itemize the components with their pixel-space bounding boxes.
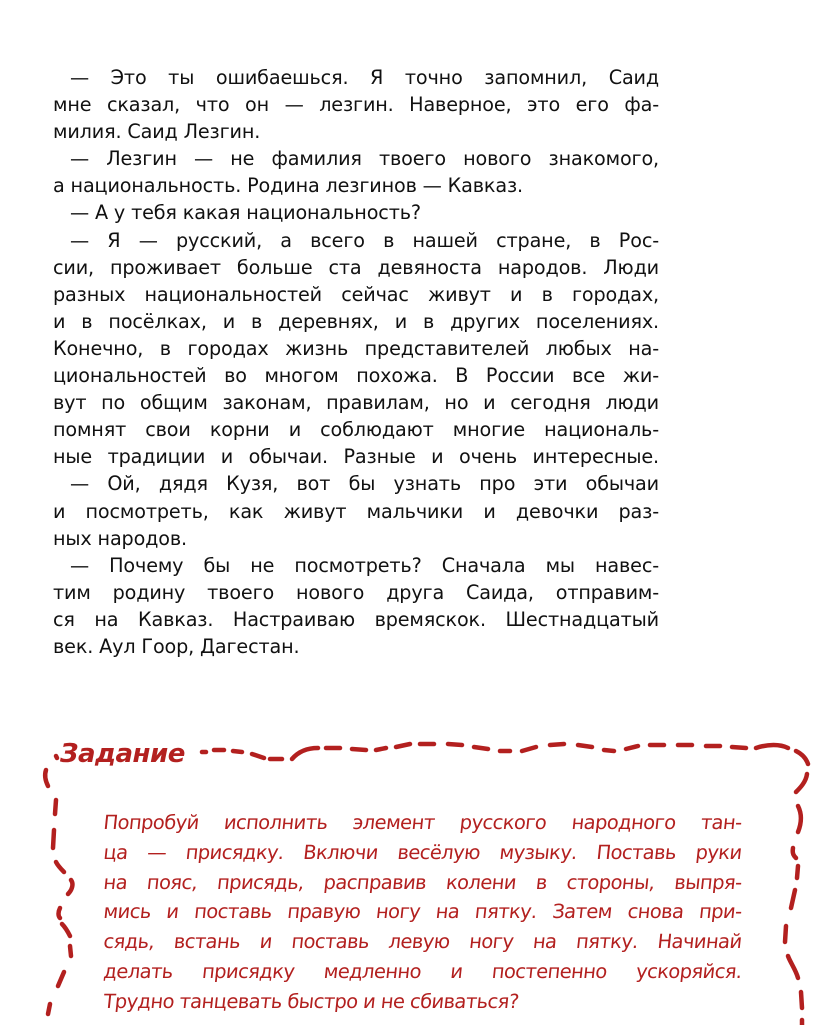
task-line: Попробуй исполнить элемент русского народного тан- bbox=[102, 811, 743, 834]
story-line: и в посёлках, и в деревнях, и в других поселениях. bbox=[53, 309, 659, 333]
task-line: ца — присядку. Включи весёлую музыку. Поставь руки bbox=[102, 840, 743, 864]
task-line: на пояс, присядь, расправив колени в стороны, выпря- bbox=[102, 870, 743, 894]
story-line: — А у тебя какая национальность? bbox=[70, 201, 421, 225]
task-title: Задание bbox=[60, 738, 189, 770]
story-line: разных национальностей сейчас живут и в городах, bbox=[53, 282, 659, 306]
task-line: мись и поставь правую ногу на пятку. Затем снова при- bbox=[102, 900, 743, 924]
task-instructions bbox=[102, 808, 743, 1017]
story-line: а национальность. Родина лезгинов — Кавказ. bbox=[53, 174, 523, 198]
story-line: ных народов. bbox=[53, 526, 187, 550]
story-line: циональностей во многом похожа. В России все жи- bbox=[53, 364, 659, 388]
story-line: вут по общим законам, правилам, но и сегодня люди bbox=[53, 391, 659, 415]
story-line: — Лезгин — не фамилия твоего нового знакомого, bbox=[70, 147, 659, 171]
task-line: делать присядку медленно и постепенно ускоряйся. bbox=[102, 959, 743, 983]
story-line: — Почему бы не посмотреть? Сначала мы навес- bbox=[70, 553, 659, 577]
task-line: сядь, встань и поставь левую ногу на пятку. Начинай bbox=[102, 930, 743, 954]
story-line: помнят свои корни и соблюдают многие националь- bbox=[53, 418, 659, 442]
story-text bbox=[53, 64, 659, 660]
story-line: ные традиции и обычаи. Разные и очень интересные. bbox=[53, 445, 659, 469]
story-line: — Я — русский, а всего в нашей стране, в Рос- bbox=[70, 228, 659, 252]
story-line: милия. Саид Лезгин. bbox=[53, 120, 261, 144]
story-line: Конечно, в городах жизнь представителей любых на- bbox=[53, 336, 659, 360]
story-line: мне сказал, что он — лезгин. Наверное, это его фа- bbox=[53, 93, 659, 117]
story-line: — Это ты ошибаешься. Я точно запомнил, Саид bbox=[70, 66, 659, 89]
story-line: — Ой, дядя Кузя, вот бы узнать про эти обычаи bbox=[70, 472, 659, 496]
story-line: век. Аул Гоор, Дагестан. bbox=[53, 634, 300, 658]
story-line: и посмотреть, как живут мальчики и девочки раз- bbox=[53, 499, 659, 523]
task-box bbox=[30, 730, 817, 1025]
story-line: тим родину твоего нового друга Саида, отправим- bbox=[53, 580, 659, 604]
story-line: сии, проживает больше ста девяноста народов. Люди bbox=[53, 255, 659, 279]
story-line: ся на Кавказ. Настраиваю времяскок. Шестнадцатый bbox=[53, 607, 659, 631]
task-line: Трудно танцевать быстро и не сбиваться? bbox=[102, 989, 520, 1013]
